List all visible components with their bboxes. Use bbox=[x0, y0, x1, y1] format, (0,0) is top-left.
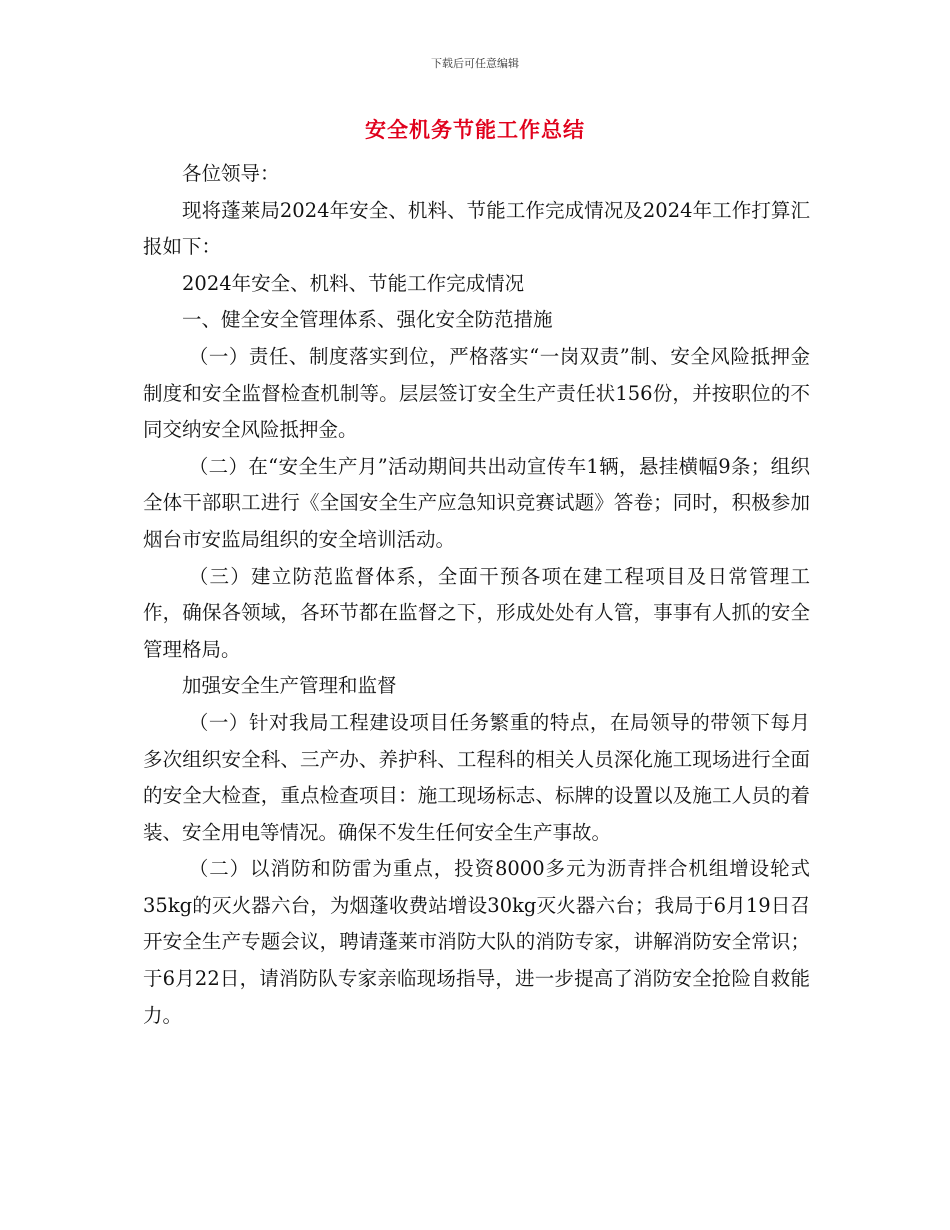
document-body bbox=[143, 156, 810, 1034]
body-paragraph: （一）针对我局工程建设项目任务繁重的特点，在局领导的带领下每月多次组织安全科、三产办、养护科、工程科的相关人员深化施工现场进行全面的安全大检查，重点检查项目：施工现场标志、标牌的设置以及施工人员的着装、安全用电等情况。确保不发生任何安全生产事故。 bbox=[143, 710, 810, 844]
subsection-heading: 一、健全安全管理体系、强化安全防范措施 bbox=[182, 308, 553, 332]
intro-paragraph: 现将蓬莱局2024年安全、机料、节能工作完成情况及2024年工作打算汇报如下： bbox=[143, 198, 810, 259]
document-title: 安全机务节能工作总结 bbox=[365, 118, 585, 142]
section-heading: 2024年安全、机料、节能工作完成情况 bbox=[182, 271, 525, 295]
body-paragraph: （三）建立防范监督体系，全面干预各项在建工程项目及日常管理工作，确保各领域，各环节都在监督之下，形成处处有人管，事事有人抓的安全管理格局。 bbox=[143, 564, 810, 661]
subsection-heading: 加强安全生产管理和监督 bbox=[182, 674, 397, 698]
salutation: 各位领导： bbox=[182, 162, 280, 185]
page-header: 下载后可任意编辑 bbox=[431, 57, 519, 70]
body-paragraph: （二）在“安全生产月”活动期间共出动宣传车1辆，悬挂横幅9条；组织全体干部职工进行《全国安全生产应急知识竞赛试题》答卷；同时，积极参加烟台市安监局组织的安全培训活动。 bbox=[143, 454, 810, 551]
body-paragraph: （二）以消防和防雷为重点，投资8000多元为沥青拌合机组增设轮式35kg的灭火器六台，为烟蓬收费站增设30kg灭火器六台；我局于6月19日召开安全生产专题会议，聘请蓬莱市消防大队的消防专家，讲解消防安全常识；于6月22日，请消防队专家亲临现场指导，进一步提高了消防安全抢险自救能力。 bbox=[143, 857, 810, 1027]
body-paragraph: （一）责任、制度落实到位，严格落实“一岗双责”制、安全风险抵押金制度和安全监督检查机制等。层层签订安全生产责任状156份，并按职位的不同交纳安全风险抵押金。 bbox=[143, 344, 810, 442]
